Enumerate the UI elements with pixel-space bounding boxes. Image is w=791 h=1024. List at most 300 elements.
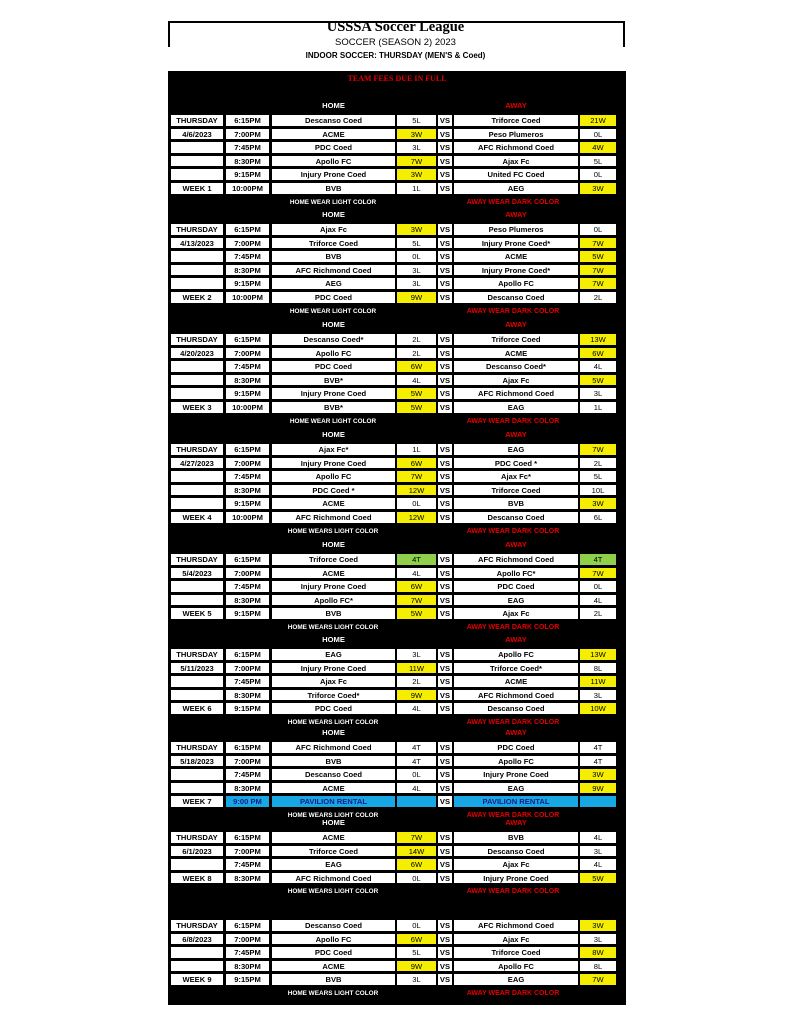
home-score: 4T <box>396 741 437 754</box>
game-row <box>168 675 626 688</box>
game-row <box>168 155 626 168</box>
away-team: Descanso Coed <box>453 845 579 858</box>
away-team: PDC Coed <box>453 580 579 593</box>
home-score <box>396 795 437 808</box>
game-row <box>168 223 626 236</box>
away-team: AFC Richmond Coed <box>453 553 579 566</box>
away-score: 4L <box>579 858 617 871</box>
game-date: 5/4/2023 <box>170 567 223 580</box>
away-score: 4W <box>579 141 617 154</box>
home-label: HOME <box>322 818 345 827</box>
home-score: 7W <box>396 831 437 844</box>
home-label: HOME <box>322 540 345 549</box>
day-cell <box>170 264 223 277</box>
day-cell <box>170 374 223 387</box>
home-score: 5L <box>396 237 437 250</box>
away-team: BVB <box>453 831 579 844</box>
home-team: Ajax Fc* <box>271 443 396 456</box>
game-row <box>168 782 626 795</box>
home-away-header-row <box>168 727 626 740</box>
game-time: 6:15PM <box>225 333 270 346</box>
vs-label: VS <box>437 689 453 702</box>
week-label: WEEK 6 <box>170 702 223 715</box>
away-team: Ajax Fc <box>453 933 579 946</box>
game-time: 9:15PM <box>225 973 270 986</box>
game-row <box>168 374 626 387</box>
home-uniform-note: HOME WEARS LIGHT COLOR <box>287 624 379 631</box>
home-team: BVB* <box>271 374 396 387</box>
away-uniform-note: AWAY WEAR DARK COLOR <box>466 812 560 819</box>
home-team: Injury Prone Coed <box>271 457 396 470</box>
day-label: THURSDAY <box>170 223 223 236</box>
home-away-header-row <box>168 319 626 332</box>
game-row <box>168 845 626 858</box>
day-cell <box>170 484 223 497</box>
vs-label: VS <box>437 933 453 946</box>
game-time: 6:15PM <box>225 443 270 456</box>
home-away-header-row <box>168 100 626 113</box>
vs-label: VS <box>437 374 453 387</box>
away-score: 3L <box>579 845 617 858</box>
game-row <box>168 689 626 702</box>
home-team: PDC Coed <box>271 291 396 304</box>
game-time: 8:30PM <box>225 872 270 885</box>
away-score: 2L <box>579 457 617 470</box>
away-score: 6L <box>579 511 617 524</box>
home-team: Injury Prone Coed <box>271 387 396 400</box>
home-team: AFC Richmond Coed <box>271 264 396 277</box>
vs-label: VS <box>437 443 453 456</box>
game-row <box>168 511 626 524</box>
away-uniform-note: AWAY WEAR DARK COLOR <box>466 198 560 206</box>
day-label: THURSDAY <box>170 919 223 932</box>
game-time: 7:45PM <box>225 360 270 373</box>
game-row <box>168 607 626 620</box>
away-score: 8L <box>579 662 617 675</box>
day-cell <box>170 168 223 181</box>
home-team: Apollo FC <box>271 933 396 946</box>
fees-banner: TEAM FEES DUE IN FULL <box>347 74 447 83</box>
home-team: Triforce Coed* <box>271 689 396 702</box>
vs-label: VS <box>437 662 453 675</box>
home-score: 4L <box>396 567 437 580</box>
home-score: 7W <box>396 155 437 168</box>
home-score: 3W <box>396 168 437 181</box>
home-score: 3L <box>396 277 437 290</box>
home-team: PDC Coed <box>271 360 396 373</box>
vs-label: VS <box>437 553 453 566</box>
game-row <box>168 872 626 885</box>
home-score: 4L <box>396 374 437 387</box>
home-score: 12W <box>396 484 437 497</box>
away-team: Injury Prone Coed <box>453 872 579 885</box>
vs-label: VS <box>437 872 453 885</box>
day-label: THURSDAY <box>170 648 223 661</box>
home-uniform-note: HOME WEARS LIGHT COLOR <box>287 990 379 997</box>
vs-label: VS <box>437 291 453 304</box>
game-time: 7:00PM <box>225 567 270 580</box>
game-row <box>168 662 626 675</box>
away-label: AWAY <box>505 540 527 549</box>
away-team: Peso Plumeros <box>453 223 579 236</box>
vs-label: VS <box>437 497 453 510</box>
vs-label: VS <box>437 114 453 127</box>
home-score: 0L <box>396 872 437 885</box>
home-score: 7W <box>396 594 437 607</box>
away-team: United FC Coed <box>453 168 579 181</box>
game-row <box>168 741 626 754</box>
away-score: 7W <box>579 567 617 580</box>
home-uniform-note: HOME WEARS LIGHT COLOR <box>287 888 379 896</box>
away-team: Triforce Coed <box>453 333 579 346</box>
vs-label: VS <box>437 648 453 661</box>
away-team: Ajax Fc <box>453 607 579 620</box>
away-score: 4T <box>579 741 617 754</box>
home-uniform-note: HOME WEAR LIGHT COLOR <box>289 198 377 206</box>
home-team: Triforce Coed <box>271 237 396 250</box>
home-team: BVB <box>271 973 396 986</box>
away-score: 4L <box>579 831 617 844</box>
away-team: AFC Richmond Coed <box>453 141 579 154</box>
away-label: AWAY <box>505 635 527 644</box>
vs-label: VS <box>437 580 453 593</box>
home-score: 0L <box>396 768 437 781</box>
home-team: PDC Coed <box>271 946 396 959</box>
away-score: 7W <box>579 443 617 456</box>
game-row <box>168 347 626 360</box>
game-time: 9:15PM <box>225 277 270 290</box>
home-uniform-note: HOME WEAR LIGHT COLOR <box>289 307 377 315</box>
away-team: ACME <box>453 250 579 263</box>
day-cell <box>170 360 223 373</box>
home-score: 2L <box>396 347 437 360</box>
game-time: 7:00PM <box>225 845 270 858</box>
game-row <box>168 291 626 304</box>
away-uniform-note: AWAY WEAR DARK COLOR <box>466 888 560 896</box>
vs-label: VS <box>437 401 453 414</box>
vs-label: VS <box>437 858 453 871</box>
week-label: WEEK 7 <box>170 795 223 808</box>
away-uniform-note: AWAY WEAR DARK COLOR <box>466 624 560 631</box>
day-label: THURSDAY <box>170 741 223 754</box>
away-team: Apollo FC <box>453 277 579 290</box>
uniform-footer-row <box>168 306 626 319</box>
game-row <box>168 755 626 768</box>
vs-label: VS <box>437 607 453 620</box>
game-row <box>168 648 626 661</box>
away-team: Injury Prone Coed* <box>453 237 579 250</box>
home-score: 2L <box>396 333 437 346</box>
game-row <box>168 114 626 127</box>
home-team: BVB <box>271 250 396 263</box>
home-label: HOME <box>322 635 345 644</box>
home-team: Apollo FC <box>271 347 396 360</box>
game-time: 7:45PM <box>225 946 270 959</box>
week-label: WEEK 8 <box>170 872 223 885</box>
away-team: AFC Richmond Coed <box>453 919 579 932</box>
home-away-header-row <box>168 539 626 552</box>
home-uniform-note: HOME WEARS LIGHT COLOR <box>287 719 379 726</box>
day-label: THURSDAY <box>170 443 223 456</box>
home-team: PDC Coed <box>271 141 396 154</box>
vs-label: VS <box>437 484 453 497</box>
game-row <box>168 128 626 141</box>
game-row <box>168 973 626 986</box>
day-cell <box>170 141 223 154</box>
vs-label: VS <box>437 250 453 263</box>
vs-label: VS <box>437 277 453 290</box>
uniform-footer-row <box>168 988 626 1001</box>
uniform-footer-row <box>168 886 626 899</box>
away-label: AWAY <box>505 728 527 737</box>
away-score: 5L <box>579 155 617 168</box>
game-date: 5/11/2023 <box>170 662 223 675</box>
home-score: 9W <box>396 960 437 973</box>
game-time: 7:00PM <box>225 237 270 250</box>
vs-label: VS <box>437 795 453 808</box>
game-time: 7:45PM <box>225 470 270 483</box>
home-team: Apollo FC <box>271 470 396 483</box>
away-uniform-note: AWAY WEAR DARK COLOR <box>466 527 560 535</box>
day-cell <box>170 470 223 483</box>
vs-label: VS <box>437 387 453 400</box>
away-score: 1L <box>579 401 617 414</box>
away-score: 7W <box>579 973 617 986</box>
day-cell <box>170 594 223 607</box>
away-team: Ajax Fc <box>453 374 579 387</box>
away-team: Apollo FC* <box>453 567 579 580</box>
away-score: 6W <box>579 347 617 360</box>
day-label: THURSDAY <box>170 553 223 566</box>
uniform-footer-row <box>168 197 626 210</box>
home-team: Ajax Fc <box>271 675 396 688</box>
home-team: Apollo FC* <box>271 594 396 607</box>
vs-label: VS <box>437 333 453 346</box>
day-cell <box>170 580 223 593</box>
away-score: 8W <box>579 946 617 959</box>
away-score: 7W <box>579 237 617 250</box>
game-row <box>168 387 626 400</box>
away-score: 21W <box>579 114 617 127</box>
game-row <box>168 457 626 470</box>
week-label: WEEK 3 <box>170 401 223 414</box>
game-time: 6:15PM <box>225 741 270 754</box>
home-team: PDC Coed <box>271 702 396 715</box>
home-away-header-row <box>168 634 626 647</box>
away-score: 2L <box>579 291 617 304</box>
away-team: Descanso Coed <box>453 291 579 304</box>
game-time: 10:00PM <box>225 511 270 524</box>
game-time: 8:30PM <box>225 689 270 702</box>
home-score: 5W <box>396 401 437 414</box>
home-score: 9W <box>396 291 437 304</box>
home-team: EAG <box>271 858 396 871</box>
home-team: Injury Prone Coed <box>271 580 396 593</box>
game-row <box>168 250 626 263</box>
vs-label: VS <box>437 168 453 181</box>
day-cell <box>170 858 223 871</box>
vs-label: VS <box>437 155 453 168</box>
vs-label: VS <box>437 128 453 141</box>
home-team: PDC Coed * <box>271 484 396 497</box>
home-score: 3W <box>396 223 437 236</box>
week-label: WEEK 2 <box>170 291 223 304</box>
game-row <box>168 264 626 277</box>
away-team: PDC Coed <box>453 741 579 754</box>
day-cell <box>170 689 223 702</box>
away-team: Ajax Fc* <box>453 470 579 483</box>
game-time: 7:45PM <box>225 675 270 688</box>
away-label: AWAY <box>505 320 527 329</box>
away-score: 3W <box>579 768 617 781</box>
home-team: PAVILION RENTAL <box>271 795 396 808</box>
week-label: WEEK 4 <box>170 511 223 524</box>
game-row <box>168 960 626 973</box>
home-team: ACME <box>271 782 396 795</box>
vs-label: VS <box>437 960 453 973</box>
home-team: BVB <box>271 755 396 768</box>
game-row <box>168 768 626 781</box>
home-label: HOME <box>322 430 345 439</box>
home-score: 5W <box>396 607 437 620</box>
game-row <box>168 553 626 566</box>
away-score: 10W <box>579 702 617 715</box>
uniform-footer-row <box>168 526 626 539</box>
away-score: 5W <box>579 374 617 387</box>
uniform-footer-row <box>168 622 626 635</box>
away-team: PAVILION RENTAL <box>453 795 579 808</box>
home-team: Injury Prone Coed <box>271 168 396 181</box>
vs-label: VS <box>437 457 453 470</box>
home-away-header-row <box>168 429 626 442</box>
game-row <box>168 946 626 959</box>
vs-label: VS <box>437 831 453 844</box>
game-time: 9:15PM <box>225 497 270 510</box>
home-team: EAG <box>271 648 396 661</box>
away-score: 8L <box>579 960 617 973</box>
away-team: ACME <box>453 675 579 688</box>
vs-label: VS <box>437 973 453 986</box>
game-row <box>168 484 626 497</box>
game-row <box>168 360 626 373</box>
vs-label: VS <box>437 264 453 277</box>
away-team: EAG <box>453 401 579 414</box>
game-row <box>168 237 626 250</box>
vs-label: VS <box>437 755 453 768</box>
game-row <box>168 182 626 195</box>
vs-label: VS <box>437 470 453 483</box>
game-row <box>168 277 626 290</box>
vs-label: VS <box>437 702 453 715</box>
away-team: Ajax Fc <box>453 155 579 168</box>
away-score: 9W <box>579 782 617 795</box>
away-team: EAG <box>453 782 579 795</box>
away-score: 4L <box>579 360 617 373</box>
home-team: Triforce Coed <box>271 845 396 858</box>
away-score: 5L <box>579 470 617 483</box>
game-time: 7:00PM <box>225 457 270 470</box>
vs-label: VS <box>437 567 453 580</box>
home-score: 12W <box>396 511 437 524</box>
home-team: AFC Richmond Coed <box>271 872 396 885</box>
game-time: 6:15PM <box>225 648 270 661</box>
day-cell <box>170 250 223 263</box>
home-team: ACME <box>271 567 396 580</box>
game-time: 10:00PM <box>225 182 270 195</box>
season-subtitle: SOCCER (SEASON 2) 2023 <box>335 37 456 48</box>
away-score: 13W <box>579 648 617 661</box>
game-row <box>168 858 626 871</box>
game-time: 6:15PM <box>225 114 270 127</box>
away-label: AWAY <box>505 101 527 110</box>
home-team: ACME <box>271 497 396 510</box>
home-score: 6W <box>396 457 437 470</box>
game-time: 7:00PM <box>225 755 270 768</box>
home-team: AFC Richmond Coed <box>271 511 396 524</box>
game-date: 4/27/2023 <box>170 457 223 470</box>
away-score: 3W <box>579 497 617 510</box>
home-score: 3L <box>396 973 437 986</box>
page-title: USSSA Soccer League <box>326 19 465 35</box>
away-score: 5W <box>579 872 617 885</box>
away-team: Descanso Coed* <box>453 360 579 373</box>
home-team: BVB <box>271 607 396 620</box>
game-row <box>168 401 626 414</box>
home-score: 3L <box>396 264 437 277</box>
home-score: 0L <box>396 250 437 263</box>
home-score: 1L <box>396 182 437 195</box>
home-score: 0L <box>396 919 437 932</box>
home-team: Descanso Coed <box>271 768 396 781</box>
home-team: Descanso Coed <box>271 114 396 127</box>
day-cell <box>170 675 223 688</box>
game-row <box>168 831 626 844</box>
home-team: ACME <box>271 960 396 973</box>
vs-label: VS <box>437 782 453 795</box>
away-score: 5W <box>579 250 617 263</box>
game-row <box>168 333 626 346</box>
away-team: Peso Plumeros <box>453 128 579 141</box>
home-team: ACME <box>271 128 396 141</box>
game-row <box>168 919 626 932</box>
home-score: 4L <box>396 702 437 715</box>
away-uniform-note: AWAY WEAR DARK COLOR <box>466 307 560 315</box>
game-time: 8:30PM <box>225 484 270 497</box>
day-cell <box>170 387 223 400</box>
home-team: Injury Prone Coed <box>271 662 396 675</box>
game-time: 10:00PM <box>225 401 270 414</box>
vs-label: VS <box>437 946 453 959</box>
game-row <box>168 470 626 483</box>
game-date: 6/8/2023 <box>170 933 223 946</box>
away-team: Injury Prone Coed <box>453 768 579 781</box>
day-label: THURSDAY <box>170 333 223 346</box>
league-subtitle: INDOOR SOCCER: THURSDAY (MEN'S & Coed) <box>305 51 486 60</box>
vs-label: VS <box>437 360 453 373</box>
away-score <box>579 795 617 808</box>
game-time: 7:45PM <box>225 768 270 781</box>
game-time: 6:15PM <box>225 223 270 236</box>
home-team: Triforce Coed <box>271 553 396 566</box>
home-label: HOME <box>322 320 345 329</box>
away-score: 4L <box>579 594 617 607</box>
away-team: ACME <box>453 347 579 360</box>
day-cell <box>170 946 223 959</box>
game-date: 4/6/2023 <box>170 128 223 141</box>
day-cell <box>170 497 223 510</box>
home-label: HOME <box>322 210 345 219</box>
game-time: 8:30PM <box>225 264 270 277</box>
